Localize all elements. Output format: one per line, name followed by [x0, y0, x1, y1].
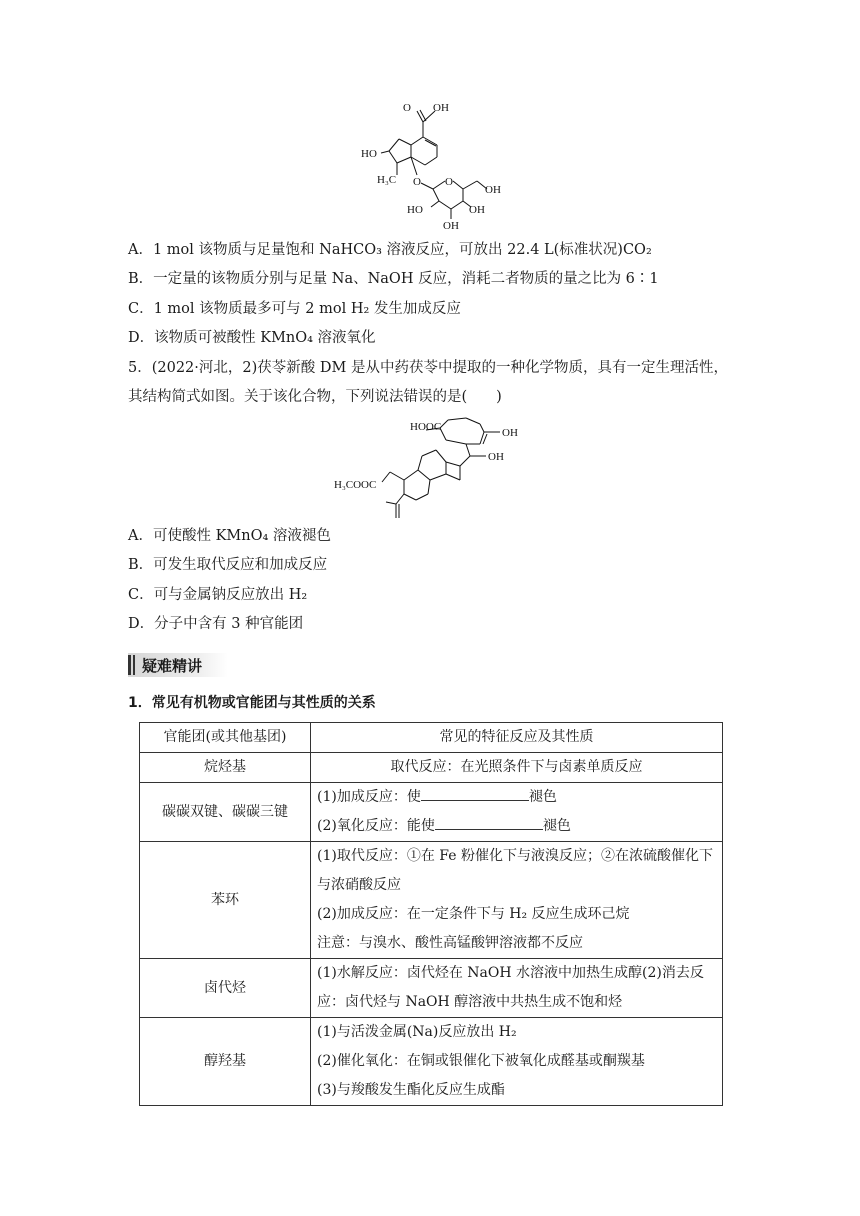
q4-label-ho-bottom: HO — [407, 204, 423, 216]
row-property-line — [317, 783, 716, 812]
q5-option-a: A．可使酸性 KMnO₄ 溶液褪色 — [128, 528, 331, 544]
q4-label-oh-right: OH — [485, 184, 501, 196]
q4-option-c: C．1 mol 该物质最多可与 2 mol H₂ 发生加成反应 — [128, 301, 461, 317]
row-group: 卤代烃 — [140, 959, 311, 1018]
q5-label-oh-mid: OH — [488, 451, 504, 463]
q5-option-d: D．分子中含有 3 种官能团 — [128, 616, 304, 632]
row-property-line: 注意：与溴水、酸性高锰酸钾溶液都不反应 — [317, 935, 583, 951]
table-row — [140, 842, 723, 959]
q4-option-b: B．一定量的该物质分别与足量 Na、NaOH 反应，消耗二者物质的量之比为 6∶1 — [128, 271, 659, 287]
row-group: 碳碳双键、碳碳三键 — [140, 783, 311, 842]
row-property-line: (1)取代反应：①在 Fe 粉催化下与液溴反应；②在浓硫酸催化下与浓硝酸反应 — [317, 848, 713, 893]
row-group: 醇羟基 — [140, 1018, 311, 1106]
row-property: 取代反应：在光照条件下与卤素单质反应 — [311, 753, 723, 783]
fill-blank[interactable] — [421, 784, 529, 801]
q4-label-o-top: O — [403, 102, 411, 114]
row-property-text: (2)氧化反应：能使 — [317, 818, 435, 834]
row-property-text: 褪色 — [542, 818, 571, 834]
q4-label-o-link: O — [413, 176, 421, 188]
q5-label-oh-top: OH — [502, 427, 518, 439]
q4-label-oh-bottom-right: OH — [469, 204, 485, 216]
row-group: 烷烃基 — [140, 753, 311, 783]
row-property-text: (1)加成反应：使 — [317, 789, 421, 805]
q5-structure-image — [330, 410, 530, 522]
q5-label-hooc: HOOC — [410, 421, 442, 433]
table-header-row — [140, 723, 723, 753]
row-property-line: (2)催化氧化：在铜或银催化下被氧化成醛基或酮羰基 — [317, 1053, 645, 1069]
table-row — [140, 753, 723, 783]
table-row — [140, 783, 723, 842]
q4-structure-image — [355, 97, 505, 232]
q4-label-ch3: H₃C — [377, 174, 397, 186]
row-property-line — [317, 812, 716, 841]
q5-option-c: C．可与金属钠反应放出 H₂ — [128, 587, 308, 603]
q4-label-oh-top: OH — [433, 102, 449, 114]
q4-label-ho-left: HO — [361, 148, 377, 160]
q5-stem-line2: 其结构简式如图。关于该化合物，下列说法错误的是( ) — [128, 389, 502, 405]
q5-stem-line1: 5．(2022·河北，2)茯苓新酸 DM 是从中药茯苓中提取的一种化学物质，具有一定生理活性， — [128, 360, 728, 376]
row-property-line: (2)加成反应：在一定条件下与 H₂ 反应生成环己烷 — [317, 906, 630, 922]
section-title: 疑难精讲 — [142, 657, 203, 675]
row-property-line: (1)水解反应：卤代烃在 NaOH 水溶液中加热生成醇(2)消去反应：卤代烃与 NaOH 醇溶液中共热生成不饱和烃 — [311, 959, 723, 1018]
row-property-line: (1)与活泼金属(Na)反应放出 H₂ — [317, 1024, 517, 1040]
fill-blank[interactable] — [435, 813, 543, 830]
table-row — [140, 1018, 723, 1106]
row-property-line: (3)与羧酸发生酯化反应生成酯 — [317, 1082, 505, 1098]
q4-option-d: D．该物质可被酸性 KMnO₄ 溶液氧化 — [128, 330, 376, 346]
subsection-title: 1．常见有机物或官能团与其性质的关系 — [128, 695, 376, 711]
q5-label-ester: H₃COOC — [334, 479, 377, 491]
q4-option-a: A．1 mol 该物质与足量饱和 NaHCO₃ 溶液反应，可放出 22.4 L(标准状况)CO₂ — [128, 242, 652, 258]
table-header-properties: 常见的特征反应及其性质 — [311, 723, 723, 753]
q5-option-b: B．可发生取代反应和加成反应 — [128, 557, 328, 573]
q4-label-oh-bottom: OH — [443, 220, 459, 232]
table-header-group: 官能团(或其他基团) — [140, 723, 311, 753]
row-group: 苯环 — [140, 842, 311, 959]
q4-label-o-ring: O — [445, 176, 453, 188]
table-row — [140, 959, 723, 1018]
row-property-text: 褪色 — [528, 789, 557, 805]
properties-table — [139, 722, 723, 1106]
section-heading — [128, 653, 722, 677]
